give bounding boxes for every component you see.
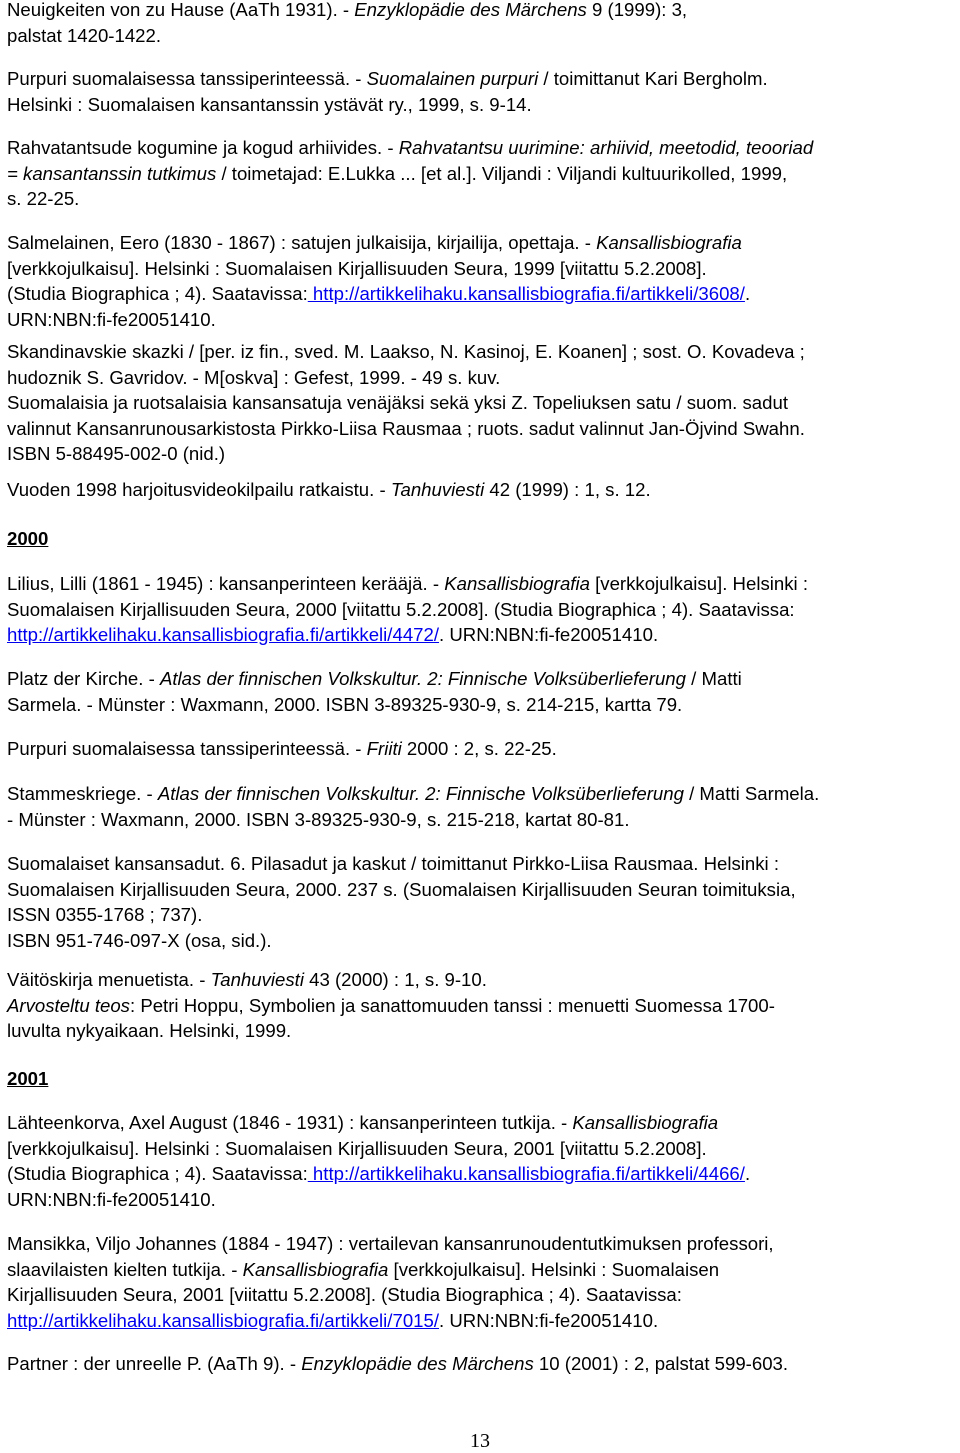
italic-title-text: Tanhuviesti: [390, 479, 485, 500]
entry-line: [7, 692, 955, 718]
entry-text: Skandinavskie skazki / [per. iz fin., sved. M. Laakso, N. Kasinoj, E. Koanen] ; sost. O. Kovadeva ;: [7, 341, 805, 362]
entry-text: 42 (1999) : 1, s. 12.: [484, 479, 651, 500]
entry-text: Purpuri suomalaisessa tanssiperinteessä. -: [7, 738, 367, 759]
entry-line: [7, 230, 955, 256]
entry-line: [7, 1018, 955, 1044]
entry-text: [verkkojulkaisu]. Helsinki : Suomalaisen Kirjallisuuden Seura, 1999 [viitattu 5.2.2008].: [7, 257, 707, 279]
entry-line: [7, 928, 955, 954]
bibliography-entry: [7, 967, 955, 1044]
italic-title-text: Kansallisbiografia: [596, 232, 742, 253]
entry-text: [verkkojulkaisu]. Helsinki :: [589, 573, 808, 594]
entry-line: [7, 781, 955, 807]
entry-line: [7, 365, 955, 391]
entry-text: 2000 : 2, s. 22-25.: [401, 738, 557, 759]
italic-title-text: Suomalainen purpuri: [366, 68, 539, 89]
bibliography-entry: [7, 736, 955, 762]
entry-line: [7, 66, 955, 92]
italic-title-text: Kansallisbiografia: [444, 573, 590, 594]
entry-line: [7, 390, 955, 416]
bibliography-entry: [7, 571, 955, 648]
entry-line: [7, 135, 955, 161]
entry-line: [7, 877, 955, 903]
entry-text: slaavilaisten kielten tutkija. -: [7, 1258, 243, 1280]
entry-line: [7, 967, 955, 993]
entry-line: [7, 622, 955, 648]
entry-line: [7, 1308, 955, 1334]
entry-line: [7, 281, 955, 307]
entry-line: [7, 477, 955, 503]
bibliography-entry: [7, 339, 955, 467]
entry-line: [7, 571, 955, 597]
entry-text: Suomalaisen Kirjallisuuden Seura, 2000 [viitattu 5.2.2008]. (Studia Biographica ; 4). Saatavissa:: [7, 598, 795, 620]
entry-text: 9 (1999): 3,: [586, 0, 688, 20]
entry-text: / Matti Sarmela.: [683, 783, 820, 804]
entry-text: / toimittanut Kari Bergholm.: [538, 68, 768, 89]
entry-text: luvulta nykyaikaan. Helsinki, 1999.: [7, 1020, 292, 1041]
entry-text: Kirjallisuuden Seura, 2001 [viitattu 5.2.2008]. (Studia Biographica ; 4). Saatavissa:: [7, 1284, 682, 1305]
entry-line: [7, 1136, 955, 1162]
entry-line: [7, 307, 955, 333]
entry-line: [7, 1282, 955, 1308]
url-link[interactable]: http://artikkelihaku.kansallisbiografia.fi/artikkeli/4472/: [7, 624, 440, 645]
year-heading: 2001: [7, 1068, 49, 1089]
bibliography-entry: [7, 1351, 955, 1377]
page-number: 13: [470, 1430, 490, 1452]
italic-title-text: Enzyklopädie des Märchens: [354, 0, 587, 20]
entry-text: ISBN 951-746-097-X (osa, sid.).: [7, 929, 272, 951]
entry-text: URN:NBN:fi-fe20051410.: [7, 1188, 216, 1210]
entry-line: [7, 161, 955, 187]
entry-text: Stammeskriege. -: [7, 783, 158, 804]
entry-line: [7, 441, 955, 467]
italic-title-text: Enzyklopädie des Märchens: [301, 1353, 534, 1374]
entry-line: [7, 1187, 955, 1213]
entry-line: [7, 1351, 955, 1377]
entry-text: Suomalaiset kansansadut. 6. Pilasadut ja kaskut / toimittanut Pirkko-Liisa Rausmaa. Helsinki :: [7, 853, 780, 874]
bibliography-entry: [7, 1231, 955, 1333]
year-heading: 2000: [7, 528, 49, 549]
bibliography-entry: [7, 666, 955, 717]
entry-line: [7, 993, 955, 1019]
entry-text: Mansikka, Viljo Johannes (1884 - 1947) : vertailevan kansanrunoudentutkimuksen professori,: [7, 1233, 774, 1254]
entry-line: [7, 666, 955, 692]
bibliography-entry: [7, 66, 955, 117]
entry-text: .: [744, 1163, 751, 1184]
entry-text: Suomalaisia ja ruotsalaisia kansansatuja venäjäksi sekä yksi Z. Topeliuksen satu / suom. sadut: [7, 392, 789, 413]
italic-title-text: Friiti: [366, 738, 402, 759]
bibliography-entry: [7, 1110, 955, 1212]
entry-text: / toimetajad: E.Lukka ... [et al.]. Viljandi : Viljandi kultuurikolled, 1999,: [216, 162, 788, 184]
entry-line: [7, 597, 955, 623]
italic-title-text: Atlas der finnischen Volkskultur. 2: Finnische Volksüberlieferung: [157, 783, 684, 804]
entry-line: [7, 256, 955, 282]
url-link[interactable]: http://artikkelihaku.kansallisbiografia.fi/artikkeli/7015/: [7, 1309, 440, 1331]
entry-line: [7, 807, 955, 833]
entry-text: Partner : der unreelle P. (AaTh 9). -: [7, 1353, 302, 1374]
entry-line: [7, 23, 955, 49]
entry-line: [7, 1257, 955, 1283]
entry-text: ISBN 5-88495-002-0 (nid.): [7, 443, 226, 464]
bibliography-entry: [7, 135, 955, 212]
entry-text: Suomalaisen Kirjallisuuden Seura, 2000. 237 s. (Suomalaisen Kirjallisuuden Seuran toimituksia,: [7, 878, 796, 900]
entry-line: [7, 186, 955, 212]
entry-text: palstat 1420-1422.: [7, 24, 162, 46]
entry-text: Vuoden 1998 harjoitusvideokilpailu ratkaistu. -: [7, 479, 391, 500]
entry-text: Neuigkeiten von zu Hause (AaTh 1931). -: [7, 0, 355, 20]
entry-text: Purpuri suomalaisessa tanssiperinteessä. -: [7, 68, 367, 89]
entry-text: 10 (2001) : 2, palstat 599-603.: [533, 1353, 789, 1374]
entry-text: Rahvatantsude kogumine ja kogud arhiivides. -: [7, 137, 399, 158]
bibliography-entry: [7, 851, 955, 953]
entry-line: [7, 736, 955, 762]
bibliography-entry: [7, 230, 955, 332]
entry-text: Sarmela. - Münster : Waxmann, 2000. ISBN 3-89325-930-9, s. 214-215, kartta 79.: [7, 693, 683, 715]
entry-text: URN:NBN:fi-fe20051410.: [7, 308, 216, 330]
entry-text: hudoznik S. Gavridov. - M[oskva] : Gefest, 1999. - 49 s. kuv.: [7, 366, 501, 388]
entry-text: : Petri Hoppu, Symbolien ja sanattomuuden tanssi : menuetti Suomessa 1700-: [129, 994, 775, 1016]
entry-text: - Münster : Waxmann, 2000. ISBN 3-89325-930-9, s. 215-218, kartat 80-81.: [7, 808, 630, 830]
italic-title-text: = kansantanssin tutkimus: [7, 162, 217, 184]
entry-text: [verkkojulkaisu]. Helsinki : Suomalaisen Kirjallisuuden Seura, 2001 [viitattu 5.2.2008].: [7, 1137, 707, 1159]
entry-text: Salmelainen, Eero (1830 - 1867) : satujen julkaisija, kirjailija, opettaja. -: [7, 232, 597, 253]
entry-line: [7, 416, 955, 442]
italic-title-text: Rahvatantsu uurimine: arhiivid, meetodid, teooriad: [398, 137, 814, 158]
entry-line: [7, 1161, 955, 1187]
entry-text: Lilius, Lilli (1861 - 1945) : kansanperinteen kerääjä. -: [7, 573, 445, 594]
italic-title-text: Kansallisbiografia: [242, 1258, 389, 1280]
entry-text: [verkkojulkaisu]. Helsinki : Suomalaisen: [388, 1258, 720, 1280]
url-link[interactable]: http://artikkelihaku.kansallisbiografia.fi/artikkeli/4466/: [307, 1163, 745, 1184]
italic-title-text: Arvosteltu teos: [7, 994, 130, 1016]
entry-text: . URN:NBN:fi-fe20051410.: [439, 1309, 659, 1331]
entry-text: 43 (2000) : 1, s. 9-10.: [303, 969, 487, 990]
entry-line: [7, 1231, 955, 1257]
entry-text: / Matti: [686, 668, 742, 689]
entry-text: .: [744, 283, 751, 304]
entry-line: [7, 1110, 955, 1136]
entry-text: Helsinki : Suomalaisen kansantanssin ystävät ry., 1999, s. 9-14.: [7, 93, 532, 115]
entry-text: valinnut Kansanrunousarkistosta Pirkko-Liisa Rausmaa ; ruots. sadut valinnut Jan-Öjvind Swahn.: [7, 417, 805, 439]
entry-line: [7, 902, 955, 928]
entry-text: s. 22-25.: [7, 188, 80, 209]
entry-text: ISSN 0355-1768 ; 737).: [7, 904, 203, 925]
bibliography-entry: [7, 477, 955, 503]
entry-text: (Studia Biographica ; 4). Saatavissa:: [7, 283, 308, 304]
entry-line: [7, 92, 955, 118]
bibliography-entry: [7, 781, 955, 832]
entry-line: [7, 0, 955, 23]
url-link[interactable]: http://artikkelihaku.kansallisbiografia.fi/artikkeli/3608/: [307, 283, 745, 304]
entry-line: [7, 851, 955, 877]
italic-title-text: Tanhuviesti: [210, 969, 304, 990]
entry-text: Väitöskirja menuetista. -: [7, 969, 211, 990]
italic-title-text: Kansallisbiografia: [572, 1112, 719, 1133]
entry-text: (Studia Biographica ; 4). Saatavissa:: [7, 1163, 308, 1184]
entry-text: Platz der Kirche. -: [7, 668, 160, 689]
bibliography-entry: [7, 0, 955, 48]
entry-text: Lähteenkorva, Axel August (1846 - 1931) : kansanperinteen tutkija. -: [7, 1112, 573, 1133]
entry-text: . URN:NBN:fi-fe20051410.: [439, 624, 659, 645]
italic-title-text: Atlas der finnischen Volkskultur. 2: Finnische Volksüberlieferung: [159, 668, 686, 689]
entry-line: [7, 339, 955, 365]
